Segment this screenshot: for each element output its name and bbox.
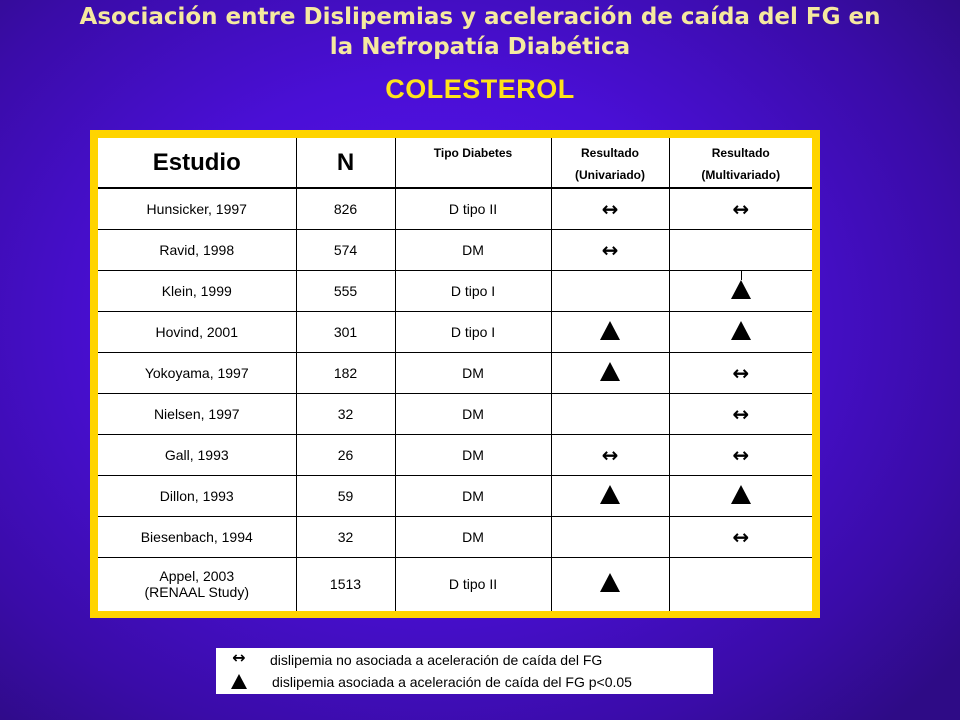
estudio-name: Gall, 1993 (164, 446, 229, 463)
table-row (98, 393, 812, 434)
cell-n: 59 (296, 475, 395, 516)
cell-resultado-multivariado (669, 475, 812, 516)
cell-resultado-univariado (551, 352, 669, 393)
cell-resultado-multivariado (669, 557, 812, 611)
header-tipo-diabetes (395, 138, 551, 188)
header-resultado-univariado (551, 138, 669, 188)
cell-estudio (98, 229, 296, 270)
cell-tipo-diabetes: D tipo I (395, 270, 551, 311)
cell-estudio (98, 352, 296, 393)
cell-n: 182 (296, 352, 395, 393)
cell-n: 26 (296, 434, 395, 475)
cell-estudio (98, 434, 296, 475)
cell-estudio (98, 188, 296, 229)
cell-tipo-diabetes: D tipo I (395, 311, 551, 352)
cell-resultado-multivariado (669, 229, 812, 270)
cell-tipo-diabetes: DM (395, 393, 551, 434)
cell-estudio (98, 311, 296, 352)
not-associated-arrow-icon: ↔ (732, 360, 750, 385)
slide-subtitle: COLESTEROL (385, 74, 575, 104)
cell-estudio (98, 393, 296, 434)
header-multivariado-line1: Resultado (711, 146, 770, 160)
associated-triangle-icon (600, 321, 620, 340)
associated-triangle-icon (600, 485, 620, 504)
slide-title: Asociación entre Dislipemias y aceleración de caída del FG en la Nefropatía Diabética (79, 4, 881, 60)
not-associated-arrow-icon: ↔ (601, 196, 619, 221)
cell-n: 1513 (296, 557, 395, 611)
associated-triangle-icon (731, 485, 751, 504)
cell-n: 301 (296, 311, 395, 352)
associated-triangle-icon (731, 321, 751, 340)
legend-row-not-associated (216, 648, 713, 671)
table-header-row (98, 138, 812, 188)
divider-tick (741, 270, 742, 280)
cell-estudio (98, 270, 296, 311)
cell-resultado-multivariado (669, 352, 812, 393)
header-resultado-multivariado (669, 138, 812, 188)
header-tipo-diabetes-label: Tipo Diabetes (433, 146, 513, 160)
header-estudio: Estudio (98, 138, 296, 188)
associated-triangle-icon (600, 573, 620, 592)
cell-resultado-univariado (551, 188, 669, 229)
cell-tipo-diabetes: DM (395, 229, 551, 270)
table-row (98, 270, 812, 311)
cell-resultado-multivariado (669, 393, 812, 434)
header-univariado-line2: (Univariado) (574, 168, 645, 182)
cell-tipo-diabetes: D tipo II (395, 188, 551, 229)
table-body (98, 188, 812, 611)
cell-tipo-diabetes: D tipo II (395, 557, 551, 611)
cell-resultado-univariado (551, 475, 669, 516)
table-row (98, 475, 812, 516)
cell-resultado-univariado (551, 311, 669, 352)
studies-table (98, 138, 812, 611)
cell-resultado-univariado (551, 393, 669, 434)
header-multivariado-line2: (Multivariado) (701, 168, 781, 182)
estudio-name: Hunsicker, 1997 (146, 200, 247, 217)
not-associated-arrow-icon: ↔ (601, 442, 619, 467)
cell-tipo-diabetes: DM (395, 352, 551, 393)
estudio-name: Ravid, 1998 (159, 241, 235, 258)
table-row (98, 188, 812, 229)
table-row (98, 311, 812, 352)
table-row (98, 352, 812, 393)
estudio-name-line2: (RENAAL Study) (144, 584, 249, 601)
not-associated-arrow-icon: ↔ (732, 196, 750, 221)
cell-resultado-univariado (551, 270, 669, 311)
estudio-name: Dillon, 1993 (159, 487, 234, 504)
estudio-name: Klein, 1999 (161, 282, 232, 299)
legend-associated-text: dislipemia asociada a aceleración de caída del FG p<0.05 (272, 674, 632, 690)
estudio-name: Biesenbach, 1994 (140, 528, 253, 545)
cell-resultado-multivariado (669, 270, 812, 311)
associated-triangle-icon (226, 671, 252, 692)
table-row (98, 516, 812, 557)
legend-row-associated (216, 671, 713, 694)
cell-tipo-diabetes: DM (395, 434, 551, 475)
not-associated-arrow-icon: ↔ (732, 401, 750, 426)
cell-tipo-diabetes: DM (395, 516, 551, 557)
not-associated-arrow-icon: ↔ (601, 237, 619, 262)
table-row (98, 557, 812, 611)
cell-n: 32 (296, 393, 395, 434)
legend (216, 648, 713, 694)
cell-n: 555 (296, 270, 395, 311)
cell-tipo-diabetes: DM (395, 475, 551, 516)
estudio-name: Nielsen, 1997 (153, 405, 240, 422)
associated-triangle-icon (731, 280, 751, 299)
not-associated-arrow-icon: ↔ (732, 442, 750, 467)
legend-not-associated-text: dislipemia no asociada a aceleración de caída del FG (270, 652, 603, 668)
cell-n: 574 (296, 229, 395, 270)
cell-resultado-multivariado (669, 188, 812, 229)
estudio-name: Hovind, 2001 (155, 323, 238, 340)
not-associated-arrow-icon: ↔ (732, 524, 750, 549)
cell-n: 826 (296, 188, 395, 229)
cell-resultado-multivariado (669, 516, 812, 557)
cell-resultado-multivariado (669, 434, 812, 475)
cell-resultado-univariado (551, 434, 669, 475)
cell-estudio (98, 475, 296, 516)
cell-resultado-univariado (551, 516, 669, 557)
header-univariado-line1: Resultado (580, 146, 639, 160)
cell-estudio (98, 516, 296, 557)
not-associated-arrow-icon: ↔ (232, 648, 246, 667)
cell-resultado-multivariado (669, 311, 812, 352)
table-row (98, 434, 812, 475)
header-n: N (296, 138, 395, 188)
associated-triangle-icon (600, 362, 620, 381)
estudio-name: Yokoyama, 1997 (144, 364, 249, 381)
estudio-name: Appel, 2003 (159, 568, 235, 585)
table-row (98, 229, 812, 270)
cell-estudio (98, 557, 296, 611)
cell-n: 32 (296, 516, 395, 557)
cell-resultado-univariado (551, 557, 669, 611)
cell-resultado-univariado (551, 229, 669, 270)
